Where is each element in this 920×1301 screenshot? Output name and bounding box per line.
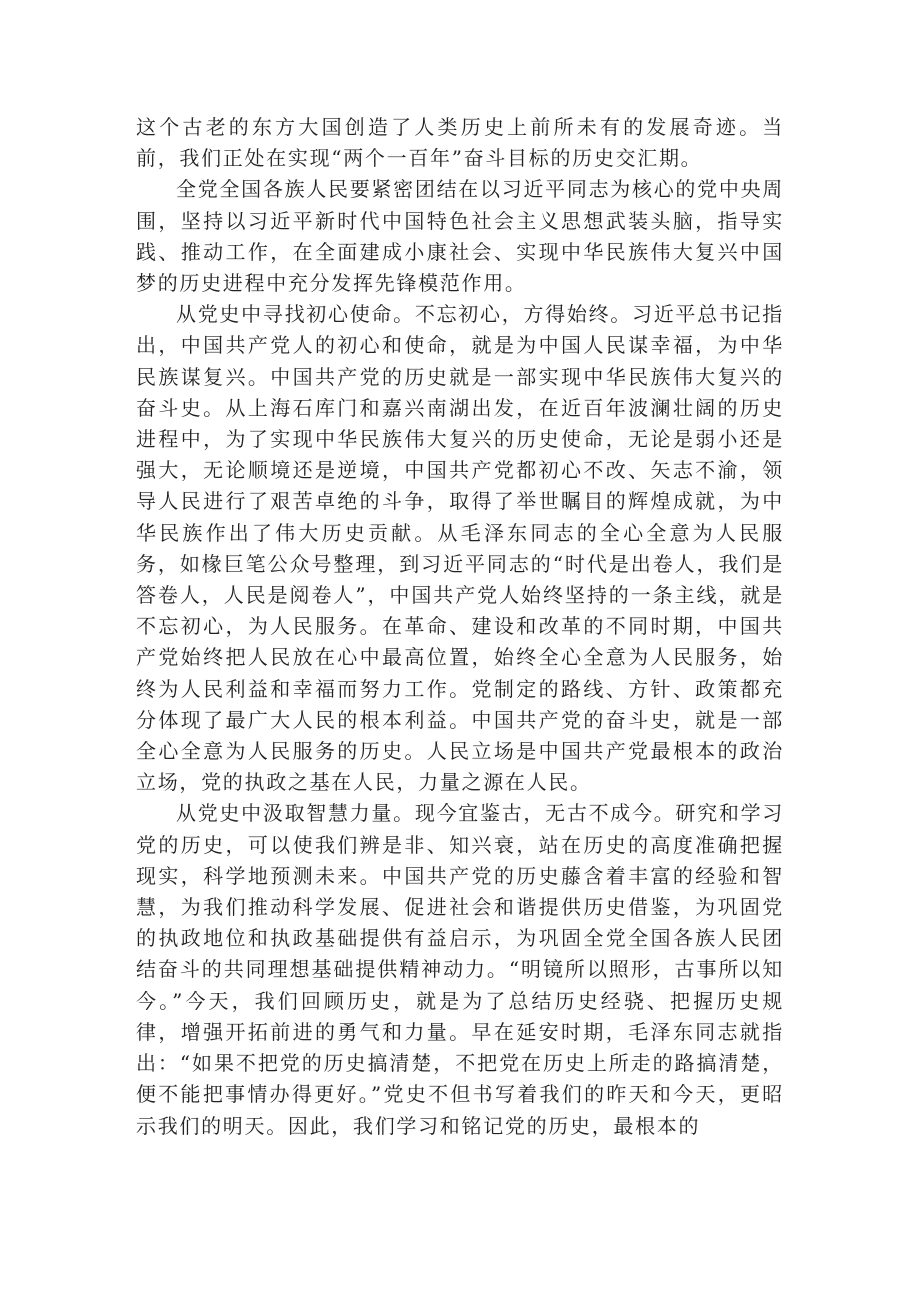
paragraph-unity: 全党全国各族人民要紧密团结在以习近平同志为核心的党中央周围，坚持以习近平新时代中国特色社会主义思想武装头脑，指导实践、推动工作，在全面建成小康社会、实现中华民族伟大复兴中国梦的历史进程中充分发挥先锋模范作用。 [136, 177, 784, 296]
document-body [136, 112, 784, 1142]
paragraph-wisdom-strength: 从党史中汲取智慧力量。现今宜鉴古，无古不成今。研究和学习党的历史，可以使我们辨是非、知兴衰，站在历史的高度准确把握现实，科学地预测未来。中国共产党的历史藤含着丰富的经验和智慧，为我们推动科学发展、促进社会和谐提供历史借鉴，为巩固党的执政地位和执政基础提供有益启示，为巩固全党全国各族人民团结奋斗的共同理想基础提供精神动力。“明镜所以照形，古事所以知今。”今天，我们回顾历史，就是为了总结历史经骁、把握历史规律，增强开拓前进的勇气和力量。早在延安时期，毛泽东同志就指出：“如果不把党的历史搞清楚，不把党在历史上所走的路搞清楚，便不能把事情办得更好。”党史不但书写着我们的昨天和今天，更昭示我们的明天。因此，我们学习和铭记党的历史，最根本的 [136, 801, 784, 1138]
paragraph-original-mission: 从党史中寻找初心使命。不忘初心，方得始终。习近平总书记指出，中国共产党人的初心和使命，就是为中国人民谋幸福，为中华民族谋复兴。中国共产党的历史就是一部实现中华民族伟大复兴的奋斗史。从上海石库门和嘉兴南湖出发，在近百年波澜壮阔的历史进程中，为了实现中华民族伟大复兴的历史使命，无论是弱小还是强大，无论顺境还是逆境，中国共产党都初心不改、矢志不渝，领导人民进行了艰苦卓绝的斗争，取得了举世瞩目的辉煌成就，为中华民族作出了伟大历史贡献。从毛泽东同志的全心全意为人民服务，如椽巨笔公众号整理，到习近平同志的“时代是出卷人，我们是答卷人，人民是阅卷人”，中国共产党人始终坚持的一条主线，就是不忘初心，为人民服务。在革命、建设和改革的不同时期，中国共产党始终把人民放在心中最高位置，始终全心全意为人民服务，始终为人民利益和幸福而努力工作。党制定的路线、方针、政策都充分体现了最广大人民的根本利益。中国共产党的奋斗史，就是一部全心全意为人民服务的历史。人民立场是中国共产党最根本的政治立场，党的执政之基在人民，力量之源在人民。 [136, 302, 784, 795]
paragraph-continuation: 这个古老的东方大国创造了人类历史上前所未有的发展奇迹。当前，我们正处在实现“两个一百年”奋斗目标的历史交汇期。 [136, 115, 784, 171]
